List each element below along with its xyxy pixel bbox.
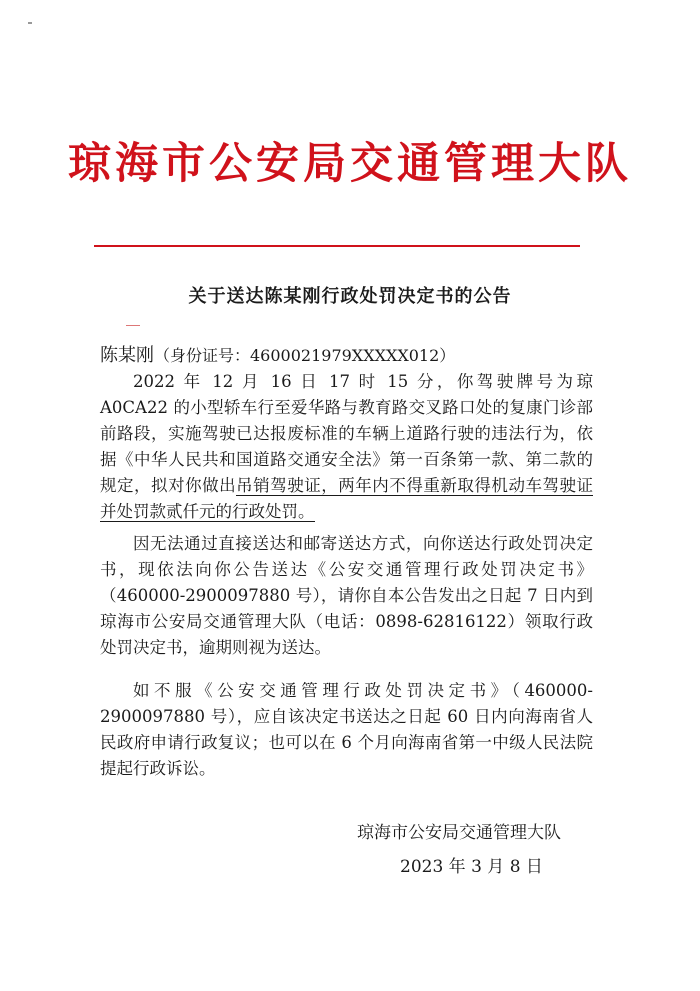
violation-text: 2022 年 12 月 16 日 17 时 15 分，你驾驶牌号为琼 A0CA22 的小型轿车行至爱华路与教育路交叉路口处的复康门诊部前路段，实施驾驶已达报废标准的车辆上道路行驶的违法行为，依据《中华人民共和国道路交通安全法》第一百条第一款、第二款的规定，拟对你做出 [100,372,593,495]
signature-date: 2023 年 3 月 8 日 [400,857,543,877]
penalty-text: 吊销驾驶证，两年内不得重新取得机动车驾驶证并处罚款贰仟元的行政处罚。 [100,476,594,521]
paragraph-service: 因无法通过直接送达和邮寄送达方式，向你送达行政处罚决定书，现依法向你公告送达《公安交通管理行政处罚决定书》（460000-2900097880 号），请你自本公告发出之日起 7 日内到琼海市公安局交通管理大队（电话：0898-62816122）领取行政处罚决定书，逾期则视为送达。 [100,534,593,657]
notice-body [100,343,593,798]
addressee-name: 陈某刚 [100,345,154,366]
org-title: 琼海市公安局交通管理大队 [68,139,632,189]
paragraph-violation [100,369,593,525]
red-divider [94,245,580,247]
scan-speck [28,22,32,24]
addressee-line [100,343,593,369]
paragraph-appeal: 如不服《公安交通管理行政处罚决定书》（460000-2900097880 号），应自该决定书送达之日起 60 日内向海南省人民政府申请行政复议；也可以在 6 个月向海南省第一中级人民法院提起行政诉讼。 [100,680,593,778]
notice-title: 关于送达陈某刚行政处罚决定书的公告 [188,286,512,307]
margin-mark [126,325,140,326]
addressee-id: （身份证号：4600021979XXXXX012） [154,346,456,365]
signature-org: 琼海市公安局交通管理大队 [357,823,561,843]
